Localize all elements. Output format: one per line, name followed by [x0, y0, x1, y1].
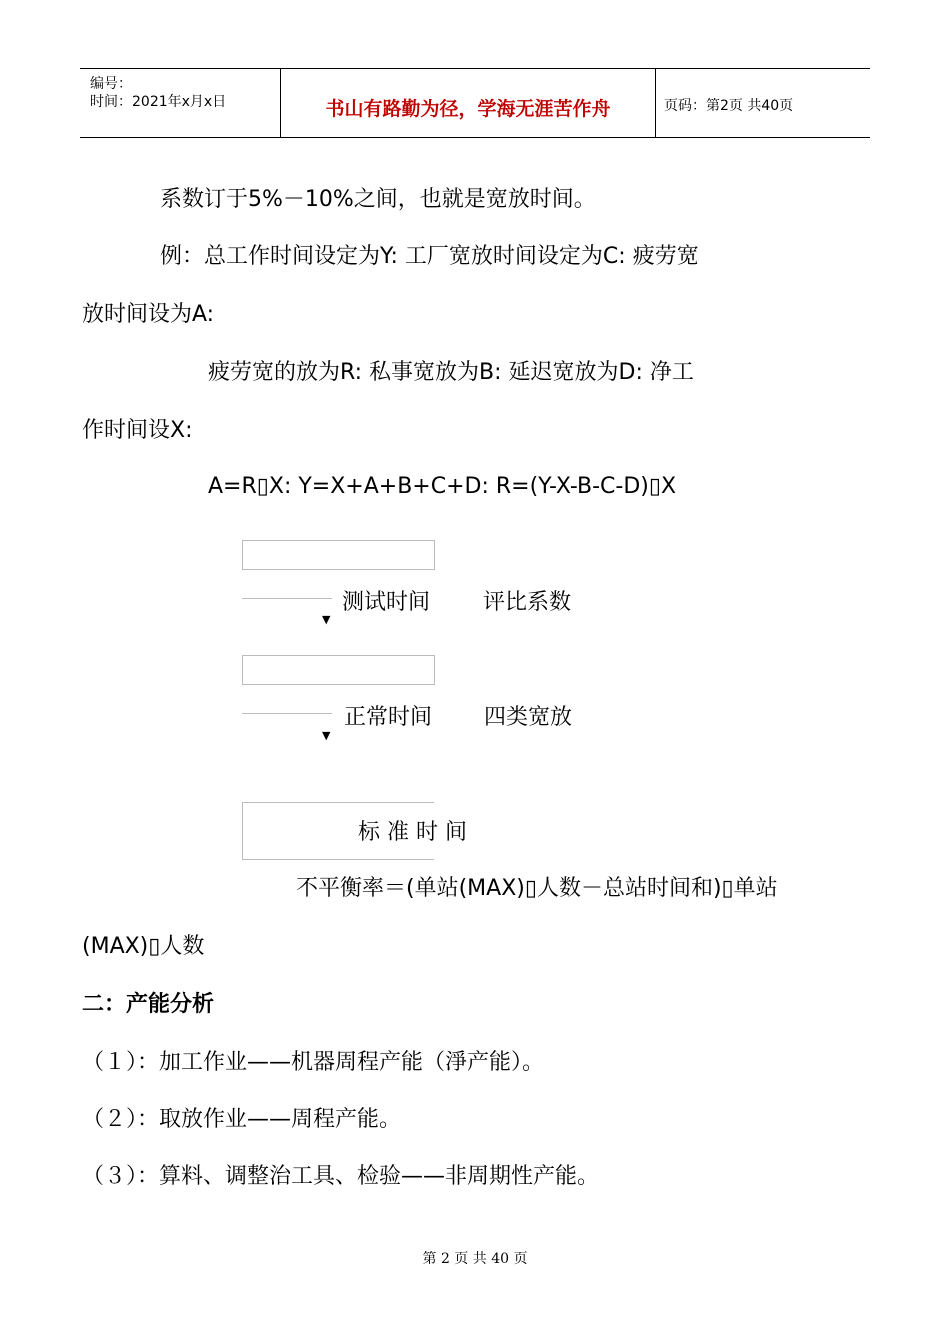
header-page-cell	[656, 69, 870, 137]
header-motto: 书山有路勤为径，学海无涯苦作舟	[325, 98, 611, 120]
page-header	[80, 68, 870, 138]
paragraph-line: 系数订于5%－10%之间，也就是宽放时间。	[160, 187, 596, 212]
document-number: 编号：	[90, 76, 132, 92]
flow-step2-right: 四类宽放	[484, 705, 573, 730]
header-motto-cell	[280, 69, 656, 137]
header-page-info: 页码：第2页 共40页	[664, 98, 794, 114]
paragraph-line: 放时间设为A:	[82, 302, 215, 327]
imbalance-line: 不平衡率＝(单站(MAX)▯人数－总站时间和)▯单站	[296, 876, 778, 901]
arrow-down-icon: ▼	[322, 729, 331, 742]
paragraph-line: 作时间设X:	[82, 418, 193, 443]
flow-box	[242, 540, 435, 570]
flow-connector	[242, 598, 332, 599]
page-footer: 第 2 页 共 40 页	[422, 1251, 528, 1267]
flow-step1-left: 测试时间	[342, 590, 431, 615]
flow-step1-right: 评比系数	[483, 590, 572, 615]
list-item: （３）：算料、调整治工具、检验——非周期性产能。	[82, 1164, 600, 1189]
paragraph-line: 例：总工作时间设定为Y: 工厂宽放时间设定为C: 疲劳宽	[160, 244, 699, 269]
list-item: （２）：取放作业——周程产能。	[82, 1107, 402, 1132]
arrow-down-icon: ▼	[322, 613, 331, 626]
section-heading: 二：产能分析	[82, 992, 215, 1017]
list-item: （１）：加工作业——机器周程产能（淨产能）。	[82, 1050, 545, 1075]
flow-box	[242, 655, 435, 685]
imbalance-line: (MAX)▯人数	[82, 934, 205, 959]
flow-connector	[242, 713, 332, 714]
flow-result: 标 准 时 间	[358, 820, 467, 845]
document-date: 时间：2021年x月x日	[90, 94, 227, 110]
header-info-cell	[80, 69, 280, 137]
flow-step2-left: 正常时间	[344, 705, 433, 730]
paragraph-line: 疲劳宽的放为R: 私事宽放为B: 延迟宽放为D: 净工	[208, 360, 694, 385]
formula-line: A=R▯X: Y=X+A+B+C+D: R=(Y-X-B-C-D)▯X	[208, 474, 677, 499]
